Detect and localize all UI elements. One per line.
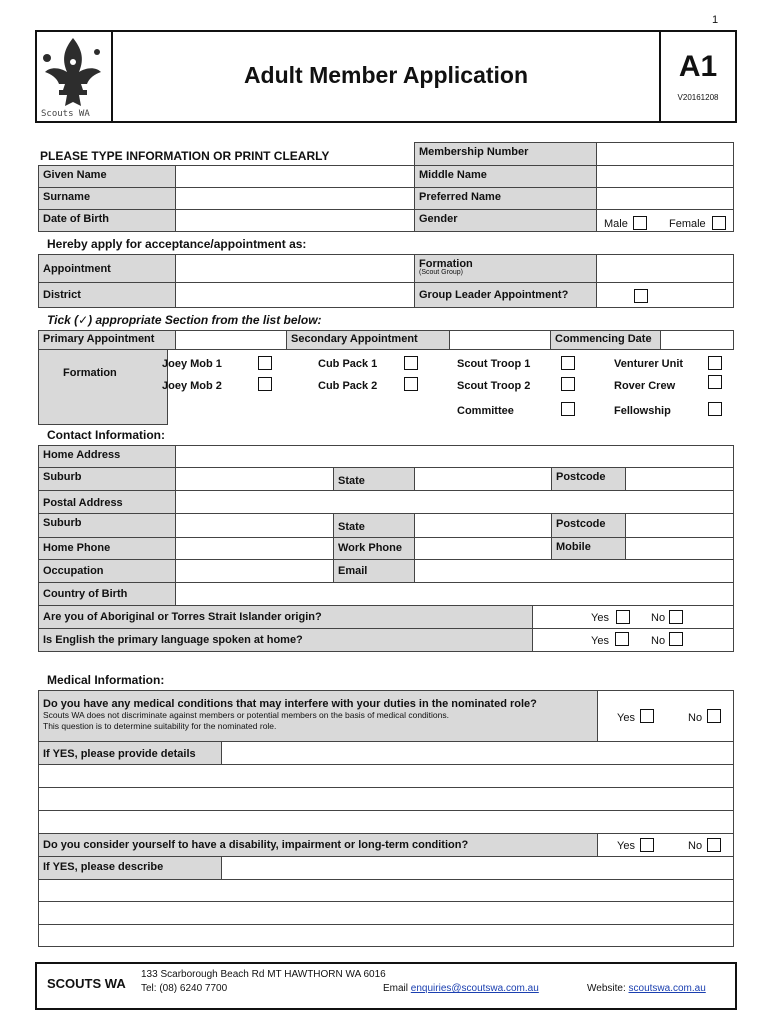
- district-label: District: [38, 282, 176, 308]
- home-phone-field[interactable]: [175, 537, 334, 560]
- disability-no-label: No: [688, 840, 703, 852]
- scout-troop-2-checkbox[interactable]: [561, 377, 575, 391]
- secondary-appointment-label: Secondary Appointment: [286, 330, 450, 350]
- email-field[interactable]: [414, 559, 734, 583]
- aboriginal-question: Are you of Aboriginal or Torres Strait Islander origin?: [38, 605, 533, 629]
- form-code: A1: [678, 50, 718, 83]
- medical-question-cell: [38, 690, 598, 742]
- suburb-label: Suburb: [38, 467, 176, 491]
- state-label: State: [333, 467, 415, 491]
- english-yes-label: Yes: [591, 635, 609, 647]
- medical-details-label: If YES, please provide details: [38, 741, 222, 765]
- primary-appointment-field[interactable]: [175, 330, 287, 350]
- cub-pack-1-label: Cub Pack 1: [318, 358, 378, 370]
- logo-text: Scouts WA: [41, 109, 90, 119]
- cub-pack-2-checkbox[interactable]: [404, 377, 418, 391]
- english-yes-checkbox[interactable]: [615, 632, 629, 646]
- disability-describe-label: If YES, please describe: [38, 856, 222, 880]
- joey-mob-2-checkbox[interactable]: [258, 377, 272, 391]
- postal-postcode-field[interactable]: [625, 513, 734, 538]
- country-of-birth-field[interactable]: [175, 582, 734, 606]
- surname-field[interactable]: [175, 187, 415, 210]
- home-address-label: Home Address: [38, 445, 176, 468]
- appointment-field[interactable]: [175, 254, 415, 283]
- medical-details-field[interactable]: [221, 741, 734, 765]
- english-answer-cell: [532, 628, 734, 652]
- fleur-de-lis-icon: [37, 32, 109, 120]
- membership-number-field[interactable]: [596, 142, 734, 166]
- scouts-logo: [37, 32, 113, 121]
- footer-email-label: Email: [383, 983, 409, 994]
- footer-web-block: [587, 983, 706, 994]
- medical-details-line-3[interactable]: [38, 787, 734, 811]
- work-phone-field[interactable]: [414, 537, 552, 560]
- page-number: 1: [712, 14, 719, 26]
- aboriginal-yes-checkbox[interactable]: [616, 610, 630, 624]
- instruction-text: PLEASE TYPE INFORMATION OR PRINT CLEARLY: [40, 149, 330, 163]
- footer-website-link[interactable]: scoutswa.com.au: [628, 983, 706, 994]
- medical-heading: Medical Information:: [47, 673, 165, 687]
- postal-suburb-field[interactable]: [175, 513, 334, 538]
- state-field[interactable]: [414, 467, 552, 491]
- occupation-field[interactable]: [175, 559, 334, 583]
- work-phone-label: Work Phone: [333, 537, 415, 560]
- cub-pack-2-label: Cub Pack 2: [318, 380, 378, 392]
- disability-describe-line-2[interactable]: [38, 879, 734, 902]
- disability-yes-checkbox[interactable]: [640, 838, 654, 852]
- fellowship-checkbox[interactable]: [708, 402, 722, 416]
- venturer-unit-checkbox[interactable]: [708, 356, 722, 370]
- section-heading: Tick (✓) appropriate Section from the list below:: [47, 313, 322, 327]
- membership-number-label: Membership Number: [414, 142, 597, 166]
- footer: [35, 962, 737, 1010]
- given-name-label: Given Name: [38, 165, 176, 188]
- form-version: V20161208: [677, 93, 719, 102]
- dob-field[interactable]: [175, 209, 415, 232]
- aboriginal-yes-label: Yes: [591, 612, 609, 624]
- male-checkbox[interactable]: [633, 216, 647, 230]
- group-leader-field: [596, 282, 734, 308]
- venturer-unit-label: Venturer Unit: [614, 358, 684, 370]
- footer-email-block: [383, 983, 539, 994]
- medical-details-line-2[interactable]: [38, 764, 734, 788]
- joey-mob-2-label: Joey Mob 2: [162, 380, 222, 392]
- postal-address-label: Postal Address: [38, 490, 176, 514]
- dob-label: Date of Birth: [38, 209, 176, 232]
- medical-no-label: No: [688, 712, 703, 724]
- footer-email-link[interactable]: enquiries@scoutswa.com.au: [410, 983, 539, 994]
- appointment-label: Appointment: [38, 254, 176, 283]
- english-question: Is English the primary language spoken at home?: [38, 628, 533, 652]
- preferred-name-field[interactable]: [596, 187, 734, 210]
- female-checkbox[interactable]: [712, 216, 726, 230]
- aboriginal-answer-cell: [532, 605, 734, 629]
- contact-heading: Contact Information:: [47, 428, 165, 442]
- joey-mob-1-label: Joey Mob 1: [162, 358, 222, 370]
- secondary-appointment-field[interactable]: [449, 330, 551, 350]
- surname-label: Surname: [38, 187, 176, 210]
- medical-details-line-4[interactable]: [38, 810, 734, 834]
- disability-describe-field[interactable]: [221, 856, 734, 880]
- english-no-label: No: [651, 635, 666, 647]
- formation-section-label: Formation: [38, 349, 168, 425]
- email-label: Email: [333, 559, 415, 583]
- footer-website-label: Website:: [587, 983, 626, 994]
- formation-sublabel: (Scout Group): [419, 269, 463, 276]
- mobile-field[interactable]: [625, 537, 734, 560]
- district-field[interactable]: [175, 282, 415, 308]
- medical-note-1: Scouts WA does not discriminate against members or potential members on the basis of medical conditions.: [43, 710, 449, 720]
- country-of-birth-label: Country of Birth: [38, 582, 176, 606]
- scout-troop-1-label: Scout Troop 1: [457, 358, 531, 370]
- footer-org: SCOUTS WA: [47, 976, 126, 991]
- formation-label-cell: [414, 254, 597, 283]
- preferred-name-label: Preferred Name: [414, 187, 597, 210]
- form-title: Adult Member Application: [243, 62, 529, 88]
- home-address-field[interactable]: [175, 445, 734, 468]
- committee-label: Committee: [457, 405, 514, 417]
- middle-name-label: Middle Name: [414, 165, 597, 188]
- scout-troop-1-checkbox[interactable]: [561, 356, 575, 370]
- medical-question: Do you have any medical conditions that may interfere with your duties in the nominated role?: [43, 698, 537, 710]
- disability-describe-line-4[interactable]: [38, 924, 734, 947]
- committee-checkbox[interactable]: [561, 402, 575, 416]
- form-code-box: [659, 32, 735, 121]
- group-leader-checkbox[interactable]: [634, 289, 648, 303]
- male-label: Male: [604, 218, 628, 230]
- formation-label: Formation: [419, 258, 473, 270]
- footer-tel: Tel: (08) 6240 7700: [141, 983, 228, 994]
- postal-state-field[interactable]: [414, 513, 552, 538]
- joey-mob-1-checkbox[interactable]: [258, 356, 272, 370]
- middle-name-field[interactable]: [596, 165, 734, 188]
- medical-note-2: This question is to determine suitability for the nominated role.: [43, 721, 277, 731]
- postal-state-label: State: [333, 513, 415, 538]
- fellowship-label: Fellowship: [614, 405, 671, 417]
- scout-troop-2-label: Scout Troop 2: [457, 380, 531, 392]
- gender-label: Gender: [414, 209, 597, 232]
- cub-pack-1-checkbox[interactable]: [404, 356, 418, 370]
- aboriginal-no-label: No: [651, 612, 666, 624]
- disability-yes-label: Yes: [617, 840, 635, 852]
- disability-describe-line-3[interactable]: [38, 901, 734, 925]
- postcode-field[interactable]: [625, 467, 734, 491]
- medical-yes-label: Yes: [617, 712, 635, 724]
- form-header: [35, 30, 737, 123]
- postcode-label: Postcode: [551, 467, 626, 491]
- medical-yes-checkbox[interactable]: [640, 709, 654, 723]
- rover-crew-checkbox[interactable]: [708, 375, 722, 389]
- rover-crew-label: Rover Crew: [614, 380, 676, 392]
- commencing-date-field[interactable]: [660, 330, 734, 350]
- apply-heading: Hereby apply for acceptance/appointment as:: [47, 237, 307, 251]
- commencing-date-label: Commencing Date: [550, 330, 661, 350]
- footer-address: 133 Scarborough Beach Rd MT HAWTHORN WA 6016: [141, 969, 386, 980]
- suburb-field[interactable]: [175, 467, 334, 491]
- mobile-label: Mobile: [551, 537, 626, 560]
- primary-appointment-label: Primary Appointment: [38, 330, 176, 350]
- formation-field[interactable]: [596, 254, 734, 283]
- group-leader-label: Group Leader Appointment?: [414, 282, 597, 308]
- medical-no-checkbox[interactable]: [707, 709, 721, 723]
- postal-address-field[interactable]: [175, 490, 734, 514]
- disability-no-checkbox[interactable]: [707, 838, 721, 852]
- postal-postcode-label: Postcode: [551, 513, 626, 538]
- home-phone-label: Home Phone: [38, 537, 176, 560]
- postal-suburb-label: Suburb: [38, 513, 176, 538]
- given-name-field[interactable]: [175, 165, 415, 188]
- english-no-checkbox[interactable]: [669, 632, 683, 646]
- aboriginal-no-checkbox[interactable]: [669, 610, 683, 624]
- disability-question: Do you consider yourself to have a disability, impairment or long-term condition?: [38, 833, 598, 857]
- female-label: Female: [669, 218, 706, 230]
- occupation-label: Occupation: [38, 559, 176, 583]
